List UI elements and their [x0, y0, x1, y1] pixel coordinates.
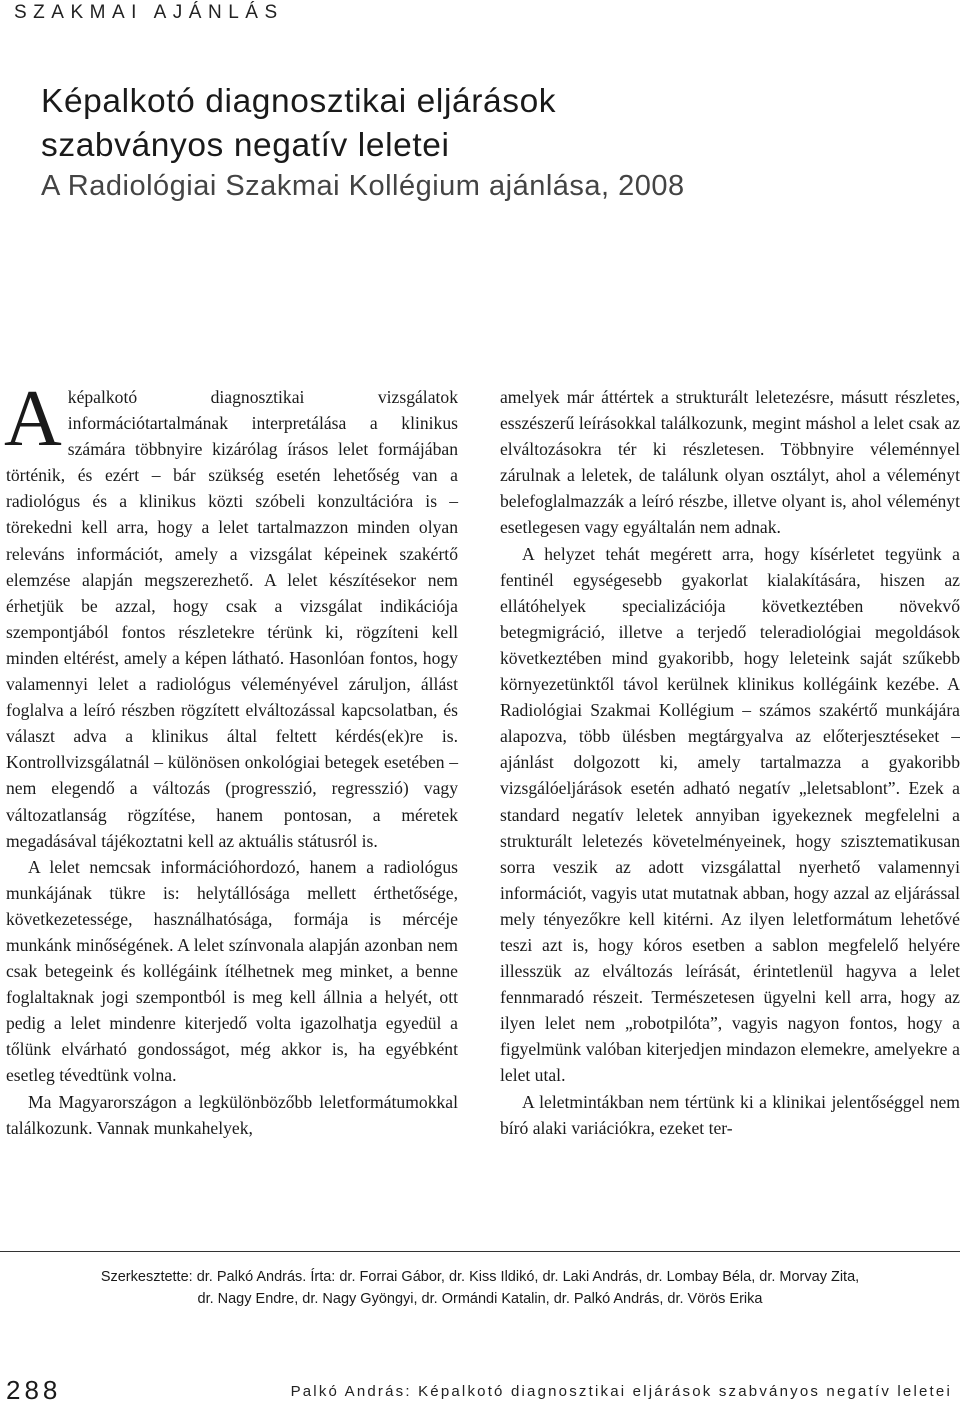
- page-title: [41, 80, 556, 168]
- paragraph: [4, 375, 458, 854]
- title-line-1: Képalkotó diagnosztikai eljárások: [41, 83, 557, 120]
- paragraph: A lelet nemcsak információhordozó, hanem a radiológus munkájának tükre is: helytállósága mellett érthetősége, következetessége, használhatósága, formája is mércéje munkánk minőségének. A lelet színvonala alapján azonban nem csak betegeink és kollégáink ítélhetnek meg minket, a benne foglaltaknak jogi szempontból is meg kell állnia a helyét, ott pedig a lelet mindenre kiterjedő volta igazolhatja egyedül a tőlünk elvárható gondosságot, még akkor is, ha egyébként esetleg tévedtünk volna.: [6, 856, 458, 1086]
- paragraph: Ma Magyarországon a legkülönbözőbb leletformátumokkal találkozunk. Vannak munkahelyek,: [6, 1091, 458, 1138]
- paragraph: A leletmintákban nem tértünk ki a klinikai jelentőséggel nem bíró alaki variációkra, ezeket ter-: [500, 1091, 960, 1138]
- page-number: 288: [6, 1375, 62, 1405]
- editors-line-2: dr. Nagy Endre, dr. Nagy Gyöngyi, dr. Ormándi Katalin, dr. Palkó András, dr. Vörös Erika: [197, 1291, 763, 1307]
- paragraph-text: képalkotó diagnosztikai vizsgálatok információtartalmának interpretálása a klinikus számára többnyire kizárólag írásos lelet formájában történik, és ezért – bár szükség esetén lehetőség van a radiológus és a klinikus közti szóbeli konzultációra is – törekedni kell arra, hogy a lelet tartalmazzon minden olyan releváns információt, amely a vizsgálat képeinek szakértő elemzése alapján megszerezhető. A lelet készítésekor nem érhetjük be azzal, hogy csak a vizsgálat indikációja szempontjából fontos részletekre térünk ki, rögzíteni kell minden eltérést, amely a képen látható. Hasonlóan fontos, hogy valamennyi lelet a radiológus véleményével záruljon, állást foglalva a leíró részben rögzített elváltozással kapcsolatban, és választ adva a klinikus által feltett kérdés(ek)re is. Kontrollvizsgálatnál – különösen onkológiai betegek esetében – nem elegendő a változás (progresszió, regresszió) vagy változatlanság rögzítése, hanem pontosan, a méretek megadásával tájékoztatni kell az aktuális státusról is.: [6, 387, 458, 851]
- drop-cap: A: [4, 375, 62, 463]
- footer-divider: [0, 1251, 960, 1252]
- page-subtitle: A Radiológiai Szakmai Kollégium ajánlása, 2008: [41, 170, 685, 202]
- right-column: [500, 384, 960, 1141]
- title-line-2: szabványos negatív leletei: [41, 127, 450, 164]
- paragraph: amelyek már áttértek a strukturált leletezésre, másutt részletes, esszészerű leírásokkal találkozunk, megint máshol a lelet csak az elváltozásokra tér ki részletesen. Többnyire véleménnyel zárulnak a leletek, de találunk olyan osztályt, ahol a véleményt belefoglalmazzák a leíró részbe, illetve olyant is, ahol véleményt esetlegesen vagy egyáltalán nem adnak.: [500, 387, 960, 538]
- running-title: Palkó András: Képalkotó diagnosztikai eljárások szabványos negatív leletei: [290, 1383, 952, 1400]
- section-label: SZAKMAI AJÁNLÁS: [14, 2, 284, 23]
- left-column: [4, 375, 458, 1141]
- editors-credit: [6, 1266, 954, 1310]
- editors-line-1: Szerkesztette: dr. Palkó András. Írta: dr. Forrai Gábor, dr. Kiss Ildikó, dr. Laki András, dr. Lombay Béla, dr. Morvay Zita,: [100, 1269, 860, 1285]
- paragraph: A helyzet tehát megérett arra, hogy kísérletet tegyünk a fentinél egységesebb gyakorlat kialakítására, hiszen az ellátóhelyek specializációja következtében növekvő betegmigráció, illetve a terjedő teleradiológiai megoldások következtében mind gyakoribb, hogy leleteink saját szűkebb környezetünktől távol kerülnek klinikus kollégáink kezébe. A Radiológiai Szakmai Kollégium – számos szakértő munkájára alapozva, több ülésben megtárgyalva az előterjesztéseket – ajánlást dolgozott ki, amely tartalmazza a gyakoribb vizsgálóeljárások esetén adható negatív „leletsablont”. Ezek a standard negatív leletek annyiban igyekeznek megfelelni a strukturált leletezés követelményeinek, hogy szisztematikusan sorra veszik az adott vizsgálattal nyerhető valamennyi információt, vagyis utat mutatnak abban, hogy azzal az eljárással mely tényezőkre kell kitérni. Az ilyen leletformátum lehetővé teszi azt is, hogy kóros esetben a sablon megfelelő helyére illesszük az elváltozás leírását, érintetlenül hagyva a lelet fennmaradó részeit. Természetesen ügyelni kell arra, hogy az ilyen lelet nem „robotpilóta”, vagyis nagyon fontos, hogy a figyelmünk valóban kiterjedjen mindazon elemekre, amelyekre a lelet utal.: [500, 543, 960, 1086]
